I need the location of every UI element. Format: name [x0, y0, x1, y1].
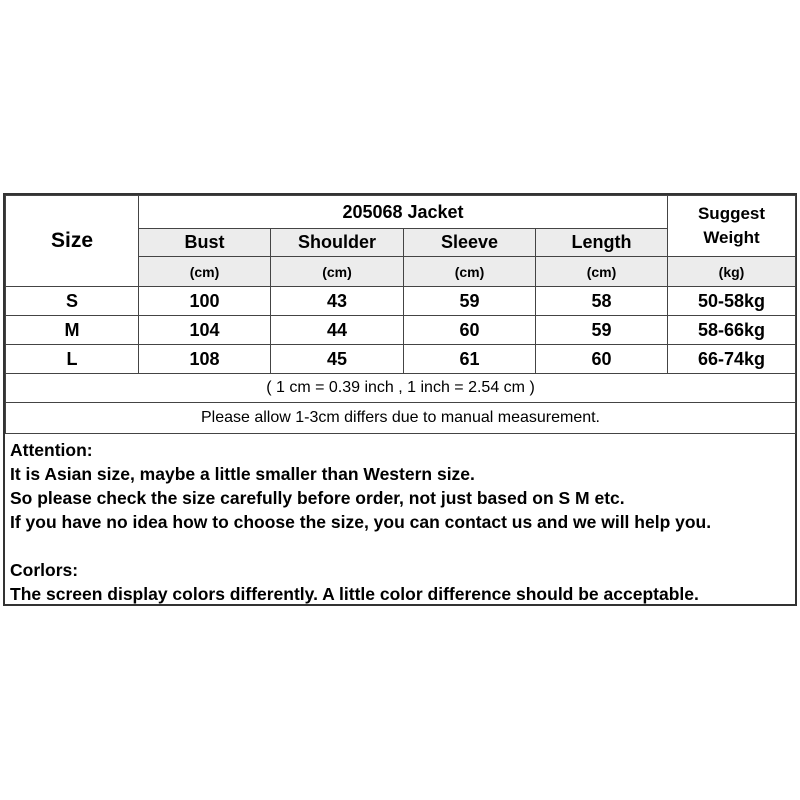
shoulder-cell: 45	[271, 345, 404, 374]
weight-cell: 58-66kg	[668, 316, 796, 345]
bust-cell: 108	[139, 345, 271, 374]
sleeve-unit: (cm)	[404, 257, 536, 287]
weight-header-line2: Weight	[703, 228, 760, 247]
length-cell: 60	[536, 345, 668, 374]
product-title: 205068 Jacket	[139, 196, 668, 229]
sleeve-cell: 59	[404, 287, 536, 316]
size-cell: L	[6, 345, 139, 374]
attention-line: So please check the size carefully before order, not just based on S M etc.	[10, 488, 625, 508]
table-row	[6, 316, 796, 345]
weight-column-header	[668, 196, 796, 257]
sleeve-column-header: Sleeve	[404, 229, 536, 257]
attention-line: It is Asian size, maybe a little smaller than Western size.	[10, 464, 475, 484]
size-cell: M	[6, 316, 139, 345]
bust-cell: 100	[139, 287, 271, 316]
weight-unit: (kg)	[668, 257, 796, 287]
conversion-note: ( 1 cm = 0.39 inch , 1 inch = 2.54 cm )	[6, 374, 796, 403]
length-unit: (cm)	[536, 257, 668, 287]
colors-title: Corlors:	[10, 560, 79, 580]
notice-text	[5, 431, 795, 604]
shoulder-cell: 43	[271, 287, 404, 316]
length-cell: 58	[536, 287, 668, 316]
sleeve-cell: 61	[404, 345, 536, 374]
size-table	[5, 195, 796, 434]
measurement-note: Please allow 1-3cm differs due to manual measurement.	[6, 403, 796, 434]
bust-unit: (cm)	[139, 257, 271, 287]
table-row	[6, 345, 796, 374]
weight-header-line1: Suggest	[697, 204, 766, 223]
size-cell: S	[6, 287, 139, 316]
sleeve-cell: 60	[404, 316, 536, 345]
length-cell: 59	[536, 316, 668, 345]
shoulder-unit: (cm)	[271, 257, 404, 287]
length-column-header: Length	[536, 229, 668, 257]
colors-line: The screen display colors differently. A little color difference should be acceptable.	[10, 584, 699, 604]
weight-cell: 50-58kg	[668, 287, 796, 316]
shoulder-cell: 44	[271, 316, 404, 345]
shoulder-column-header: Shoulder	[271, 229, 404, 257]
weight-cell: 66-74kg	[668, 345, 796, 374]
attention-title: Attention:	[10, 440, 93, 460]
attention-line: If you have no idea how to choose the size, you can contact us and we will help you.	[10, 512, 712, 532]
bust-column-header: Bust	[139, 229, 271, 257]
notice-spacer	[10, 534, 795, 558]
size-chart	[3, 193, 797, 606]
table-row	[6, 287, 796, 316]
bust-cell: 104	[139, 316, 271, 345]
size-column-header: Size	[6, 196, 139, 287]
